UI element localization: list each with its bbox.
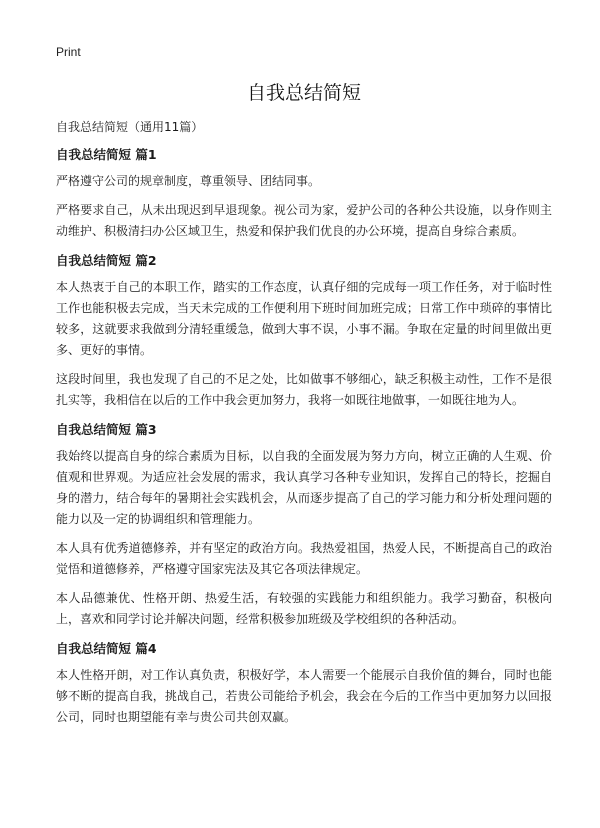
document-subtitle: 自我总结简短（通用11篇） (56, 120, 204, 134)
page-title: 自我总结简短 (246, 82, 361, 104)
paragraph: 本人性格开朗，对工作认真负责，积极好学，本人需要一个能展示自我价值的舞台，同时也能够不断的提高自我，挑战自己，若贵公司能给予机会，我会在今后的工作当中更加努力以回报公司，同时也期望能有幸与贵公司共创双赢。 (56, 668, 552, 724)
section-4 (56, 640, 552, 728)
section-1 (56, 146, 552, 242)
section-3 (56, 421, 552, 630)
section-2 (56, 252, 552, 411)
section-heading: 自我总结简短 篇4 (56, 641, 157, 656)
paragraph: 严格要求自己，从未出现迟到早退现象。视公司为家，爱护公司的各种公共设施，以身作则主动维护、积极清扫办公区域卫生，热爱和保护我们优良的办公环境，提高自身综合素质。 (56, 203, 552, 238)
section-heading: 自我总结简短 篇1 (56, 147, 157, 162)
section-heading: 自我总结简短 篇2 (56, 253, 157, 268)
print-link[interactable]: Print (56, 45, 81, 59)
paragraph: 这段时间里，我也发现了自己的不足之处，比如做事不够细心，缺乏积极主动性，工作不是很扎实等，我相信在以后的工作中我会更加努力，我将一如既往地做事，一如既往地为人。 (56, 372, 552, 407)
section-heading: 自我总结简短 篇3 (56, 422, 157, 437)
paragraph: 我始终以提高自身的综合素质为目标，以自我的全面发展为努力方向，树立正确的人生观、价值观和世界观。为适应社会发展的需求，我认真学习各种专业知识，发挥自己的特长，挖掘自身的潜力，结合每年的暑期社会实践机会，从而逐步提高了自己的学习能力和分析处理问题的能力以及一定的协调组织和管理能力。 (56, 449, 552, 526)
paragraph: 本人具有优秀道德修养，并有坚定的政治方向。我热爱祖国，热爱人民，不断提高自己的政治觉悟和道德修养，严格遵守国家宪法及其它各项法律规定。 (56, 541, 552, 576)
paragraph: 严格遵守公司的规章制度，尊重领导、团结同事。 (56, 174, 321, 188)
paragraph: 本人热衷于自己的本职工作，踏实的工作态度，认真仔细的完成每一项工作任务，对于临时性工作也能积极去完成，当天未完成的工作便利用下班时间加班完成；日常工作中琐碎的事情比较多，这就要求我做到分清轻重缓急，做到大事不误，小事不漏。争取在定量的时间里做出更多、更好的事情。 (56, 280, 552, 357)
paragraph: 本人品德兼优、性格开朗、热爱生活，有较强的实践能力和组织能力。我学习勤奋，积极向上，喜欢和同学讨论并解决问题，经常积极参加班级及学校组织的各种活动。 (56, 591, 552, 626)
